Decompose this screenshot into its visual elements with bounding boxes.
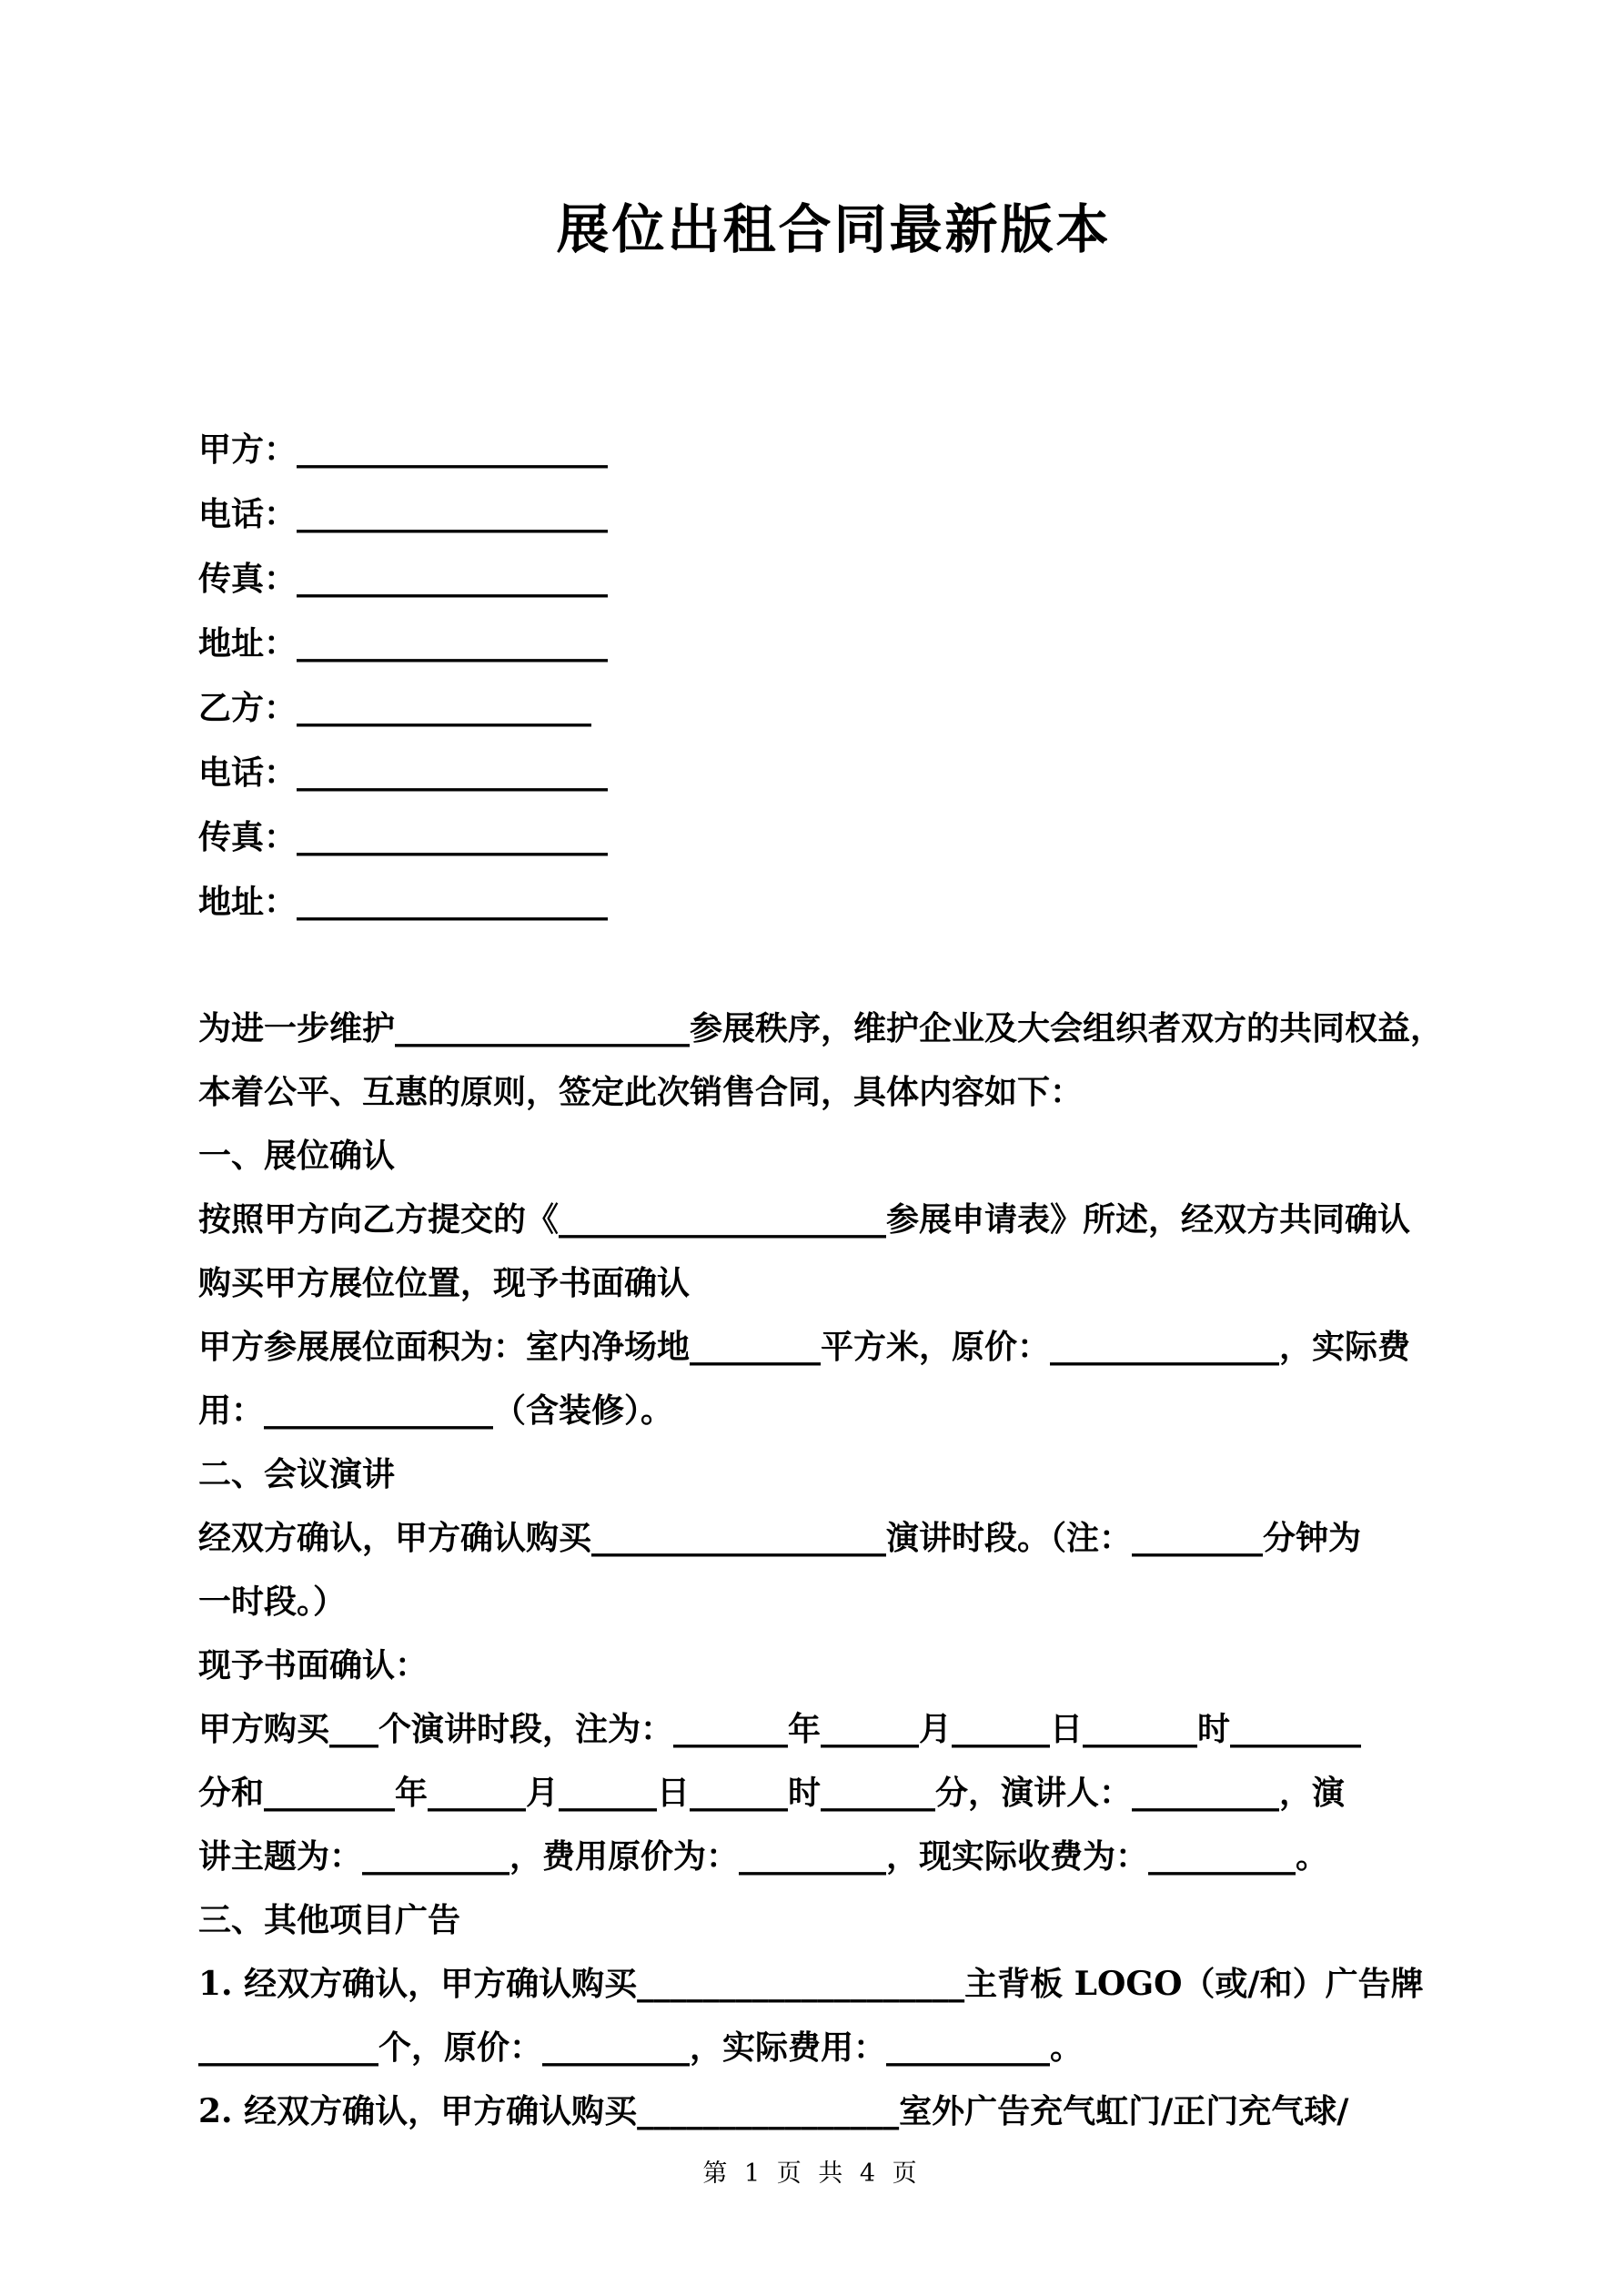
party-a-phone-line: 电话：___________________: [198, 495, 609, 533]
section-2-line-2: 一时段。）: [198, 1583, 347, 1621]
contract-body: [198, 996, 1469, 2143]
party-b-fax-line: 传真：___________________: [198, 818, 609, 856]
section-1-heading: 一、展位确认: [198, 1137, 396, 1175]
section-2-line-5: 分和________年______月______日______时_______分，演讲人：_________，演: [198, 1774, 1346, 1812]
section-2-line-3: 现予书面确认：: [198, 1646, 429, 1684]
section-2-line-1: 经双方确认，甲方确认购买__________________演讲时段。（注：________分钟为: [198, 1519, 1362, 1557]
section-2-line-4: 甲方购买___个演讲时段，注为：_______年______月______日_______时________: [198, 1710, 1362, 1748]
section-1-line-1: 按照甲方向乙方提交的《____________________参展申请表》所述，经双方共同确认: [198, 1200, 1411, 1239]
party-info-block: [198, 418, 1469, 935]
section-3-heading: 三、其他项目广告: [198, 1901, 461, 1939]
section-2-line-6: 讲主题为：_________，费用原价为：_________，现实际收费为：_________。: [198, 1837, 1329, 1876]
party-a-fax-line: 传真：___________________: [198, 560, 609, 598]
party-b-phone-line: 电话：___________________: [198, 754, 609, 792]
party-a-address-line: 地址：___________________: [198, 624, 609, 663]
document-content: [0, 187, 1624, 2143]
party-b-address-line: 地址：___________________: [198, 883, 609, 921]
party-b-name-line: 乙方：__________________: [198, 689, 592, 727]
section-1-line-3: 甲方参展展位面积为：室内净场地________平方米，原价：______________，实际费: [198, 1328, 1411, 1366]
intro-line-2: 本着公平、互惠的原则，签定此次销售合同，具体内容如下：: [198, 1073, 1084, 1111]
page-number: 第 1 页 共 4 页: [702, 2159, 922, 2188]
section-3-line-3: 2. 经双方确认，甲方确认购买________________室外广告充气虹门/正门充气球/: [198, 2092, 1349, 2130]
section-3-line-1: 1. 经双方确认，甲方确认购买____________________主背板 LOGO（或/和）广告牌: [198, 1965, 1424, 2003]
section-2-heading: 二、会议演讲: [198, 1455, 396, 1493]
party-a-name-line: 甲方：___________________: [198, 430, 609, 469]
document-title: 展位出租合同最新版本: [556, 198, 1112, 260]
intro-line-1: 为进一步维护__________________参展秩序，维护企业及大会组织者双方的共同权益，: [198, 1009, 1444, 1047]
section-1-line-2: 购买甲方展位位置，现予书面确认: [198, 1264, 691, 1302]
section-3-line-2: ___________个，原价：_________，实际费用：__________。: [198, 2028, 1084, 2067]
section-1-line-4: 用：______________（含装修）。: [198, 1391, 674, 1430]
